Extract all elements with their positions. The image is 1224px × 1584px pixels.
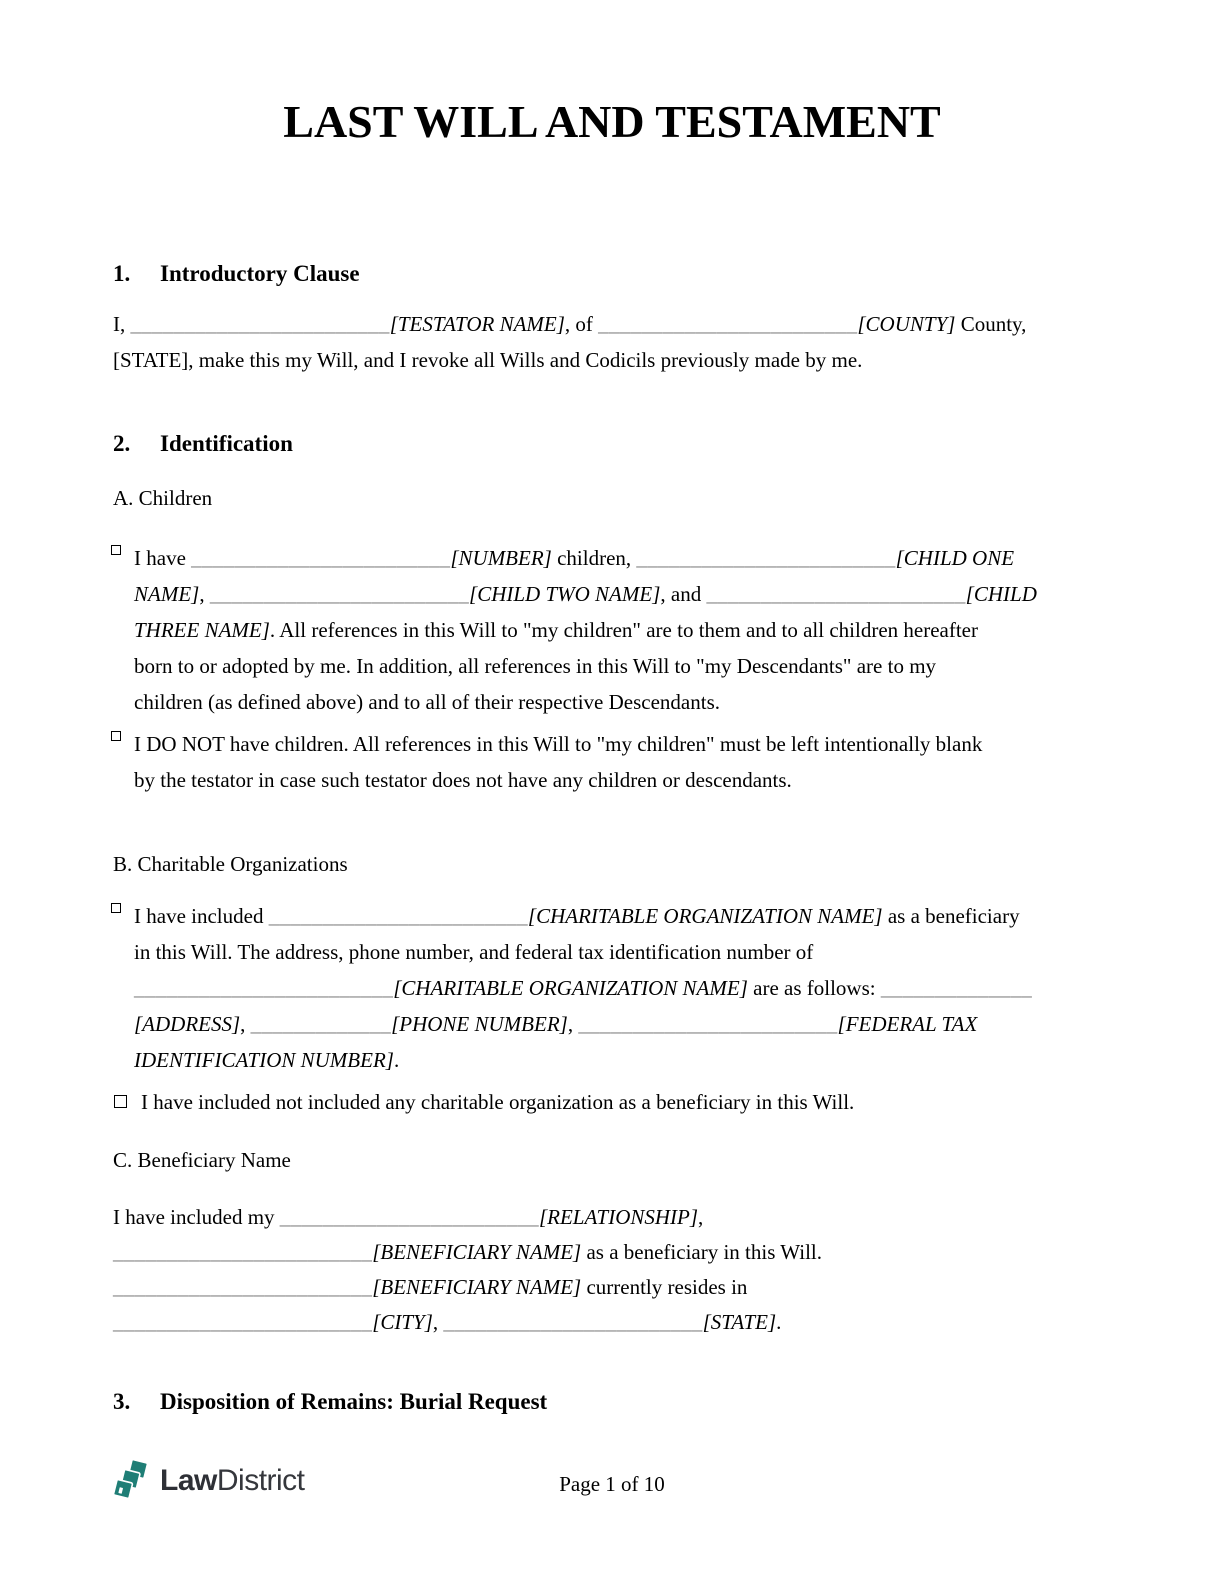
text-line <box>134 684 1111 720</box>
text-run: in this Will. The address, phone number, and federal tax identification number of <box>134 940 814 964</box>
blank-fill-in-line[interactable]: ________________________ <box>598 312 858 336</box>
blank-fill-in-line[interactable]: ________________________ <box>113 1275 373 1299</box>
blank-fill-in-line[interactable]: ________________________ <box>578 1012 838 1036</box>
text-line <box>113 1305 1111 1340</box>
text-run: children, <box>551 546 637 570</box>
children-have-text <box>134 540 1111 720</box>
blank-fill-in-line[interactable]: ________________________ <box>636 546 896 570</box>
blank-fill-in-line[interactable]: ________________________ <box>134 976 394 1000</box>
blank-fill-in-line[interactable]: ________________________ <box>130 312 390 336</box>
charity-included-option <box>113 898 1111 1078</box>
placeholder-text: [CHARITABLE ORGANIZATION NAME] <box>393 976 748 1000</box>
text-line <box>141 1084 1111 1120</box>
subsection-children-label: A. Children <box>113 486 213 510</box>
section-number: 3. <box>113 1389 131 1414</box>
placeholder-text: [TESTATOR NAME] <box>389 312 565 336</box>
text-line <box>134 898 1111 934</box>
placeholder-text: [CITY] <box>372 1310 433 1334</box>
text-line <box>134 1006 1111 1042</box>
text-run: . <box>393 1048 400 1072</box>
placeholder-text: [RELATIONSHIP] <box>538 1205 699 1229</box>
subsection-beneficiary-label: C. Beneficiary Name <box>113 1148 291 1172</box>
subsection-charitable-label: B. Charitable Organizations <box>113 852 348 876</box>
section-label: Introductory Clause <box>160 261 360 286</box>
blank-fill-in-line[interactable]: ________________________ <box>191 546 451 570</box>
text-line <box>113 1235 1111 1270</box>
document-title: LAST WILL AND TESTAMENT <box>283 96 941 147</box>
blank-fill-in-line[interactable]: _____________ <box>250 1012 392 1036</box>
text-line <box>134 762 1111 798</box>
text-run: I have included not included any charitable organization as a beneficiary in this Will. <box>141 1090 855 1114</box>
placeholder-text: [CHILD <box>965 582 1037 606</box>
text-run: currently resides in <box>581 1275 748 1299</box>
text-line <box>134 934 1111 970</box>
page-footer <box>113 1458 1111 1506</box>
text-run: children (as defined above) and to all of their respective Descendants. <box>134 690 721 714</box>
placeholder-text: [CHILD TWO NAME] <box>469 582 661 606</box>
placeholder-text: IDENTIFICATION NUMBER] <box>134 1048 394 1072</box>
text-run: by the testator in case such testator does not have any children or descendants. <box>134 768 792 792</box>
placeholder-text: NAME] <box>134 582 200 606</box>
empty-checkbox-icon[interactable] <box>111 731 121 741</box>
blank-fill-in-line[interactable]: ________________________ <box>443 1310 703 1334</box>
section-number: 2. <box>113 431 131 456</box>
text-run: [STATE], make this my Will, and I revoke all Wills and Codicils previously made by me. <box>113 348 863 372</box>
placeholder-text: [PHONE NUMBER] <box>391 1012 568 1036</box>
section-heading-disposition-of-remains <box>113 1388 1111 1416</box>
text-run: , <box>199 582 210 606</box>
children-have-option <box>113 540 1111 720</box>
text-line <box>134 648 1111 684</box>
blank-fill-in-line[interactable]: ________________________ <box>279 1205 539 1229</box>
placeholder-text: [BENEFICIARY NAME] <box>372 1240 582 1264</box>
text-line <box>113 1270 1111 1305</box>
blank-fill-in-line[interactable]: ________________________ <box>113 1310 373 1334</box>
empty-checkbox-icon[interactable] <box>111 903 121 913</box>
empty-checkbox-icon[interactable] <box>114 1095 127 1108</box>
text-line <box>134 576 1111 612</box>
text-run: as a beneficiary <box>882 904 1020 928</box>
text-run: , and <box>660 582 707 606</box>
text-line <box>113 1200 1111 1235</box>
text-run: are as follows: <box>747 976 881 1000</box>
section-heading-identification <box>113 430 1111 458</box>
section-heading-introductory-clause <box>113 260 1111 288</box>
placeholder-text: [COUNTY] <box>857 312 956 336</box>
text-run: I have <box>134 546 192 570</box>
text-run: , <box>698 1205 704 1229</box>
text-run: , <box>567 1012 579 1036</box>
text-line <box>134 1042 1111 1078</box>
beneficiary-paragraph <box>113 1200 1111 1340</box>
intro-paragraph <box>113 306 1111 378</box>
blank-fill-in-line[interactable]: ______________ <box>880 976 1033 1000</box>
text-run: as a beneficiary in this Will. <box>581 1240 823 1264</box>
text-run: . All references in this Will to "my children" are to them and to all children hereafter <box>269 618 978 642</box>
blank-fill-in-line[interactable]: ________________________ <box>113 1240 373 1264</box>
text-run: . <box>776 1310 782 1334</box>
placeholder-text: [FEDERAL TAX <box>837 1012 978 1036</box>
blank-fill-in-line[interactable]: ________________________ <box>268 904 528 928</box>
placeholder-text: THREE NAME] <box>134 618 270 642</box>
empty-checkbox-icon[interactable] <box>111 545 121 555</box>
text-line <box>113 342 1111 378</box>
children-none-text <box>134 726 1111 798</box>
charity-none-text <box>141 1084 1111 1120</box>
blank-fill-in-line[interactable]: ________________________ <box>209 582 470 606</box>
text-line <box>134 612 1111 648</box>
text-run: , <box>240 1012 251 1036</box>
text-run: I, <box>113 312 131 336</box>
text-run: I DO NOT have children. All references in this Will to "my children" must be left intentionally blank <box>134 732 983 756</box>
logo-law-text: Law <box>160 1464 217 1497</box>
charity-included-text <box>134 898 1111 1078</box>
text-run: I have included my <box>113 1205 280 1229</box>
placeholder-text: [ADDRESS] <box>134 1012 241 1036</box>
text-run: , <box>432 1310 444 1334</box>
charity-none-option <box>113 1084 1111 1120</box>
text-line <box>134 726 1111 762</box>
text-line <box>113 306 1111 342</box>
text-run: I have included <box>134 904 269 928</box>
placeholder-text: [NUMBER] <box>450 546 552 570</box>
section-label: Identification <box>160 431 293 456</box>
text-line <box>134 540 1111 576</box>
section-label: Disposition of Remains: Burial Request <box>160 1389 548 1414</box>
section-number: 1. <box>113 261 131 286</box>
placeholder-text: [CHILD ONE <box>895 546 1015 570</box>
children-none-option <box>113 726 1111 798</box>
text-run: County, <box>955 312 1027 336</box>
text-line <box>134 970 1111 1006</box>
text-run: born to or adopted by me. In addition, all references in this Will to "my Descendants" are to my <box>134 654 937 678</box>
placeholder-text: [CHARITABLE ORGANIZATION NAME] <box>527 904 883 928</box>
page-number-label: Page 1 of 10 <box>559 1472 665 1496</box>
text-run: , of <box>564 312 599 336</box>
blank-fill-in-line[interactable]: ________________________ <box>706 582 966 606</box>
placeholder-text: [BENEFICIARY NAME] <box>372 1275 582 1299</box>
logo-district-text: District <box>216 1464 305 1497</box>
placeholder-text: [STATE] <box>702 1310 777 1334</box>
